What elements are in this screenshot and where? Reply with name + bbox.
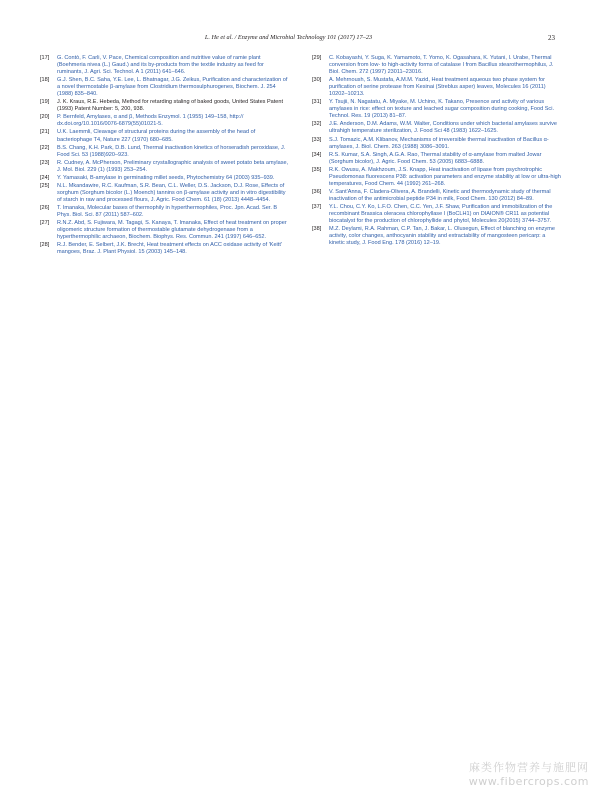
reference-number: [20]	[40, 114, 50, 121]
reference-text-link[interactable]: M.Z. Deylami, R.A. Rahman, C.P. Tan, J. Bakar, L. Olusegun, Effect of blanching on enzyme activity, color changes, anthocyanin stability and extractability of mangosteen pericarp: a kinetic study, J. Food Eng. 178 (2016) 12–19.	[329, 226, 555, 247]
references-left-column	[40, 55, 290, 257]
reference-number: [27]	[40, 220, 50, 227]
references-right-column	[312, 55, 562, 248]
reference-text-link[interactable]: U.K. Laemmli, Cleavage of structural proteins during the assembly of the head of bacteriophage T4, Nature 227 (1970) 680–685.	[57, 129, 256, 143]
reference-entry[interactable]	[40, 160, 290, 174]
reference-text-link[interactable]: Y. Tsujii, N. Nagatatu, A. Miyake, M. Uchino, K. Takano, Presence and activity of various amylases in rice: effect on texture and leached sugar composition during cooking, Food Sci. Technol. Res. 19 (2013) 81–87.	[329, 99, 554, 120]
reference-text-link[interactable]: Y. Yamasaki, B-amylase in germinating millet seeds, Phytochemistry 64 (2003) 935–939.	[57, 174, 275, 181]
reference-text-link[interactable]: R.J. Bender, E. Selbert, J.K. Brecht, Heat treatment effects on ACC oxidase activity of 'Keitt' mangoes, Braz. J. Plant Physiol. 15 (2003) 145–148.	[57, 242, 282, 256]
reference-entry[interactable]	[40, 77, 290, 98]
reference-number: [22]	[40, 144, 50, 151]
page-number: 23	[548, 34, 555, 42]
reference-text-link[interactable]: J. K. Kraus, R.E. Hebeda, Method for retarding staling of baked goods, United States Patent (1993) Patent Number: 5, 200, 938.	[57, 99, 284, 113]
reference-number: [29]	[312, 55, 322, 61]
reference-entry[interactable]	[312, 204, 562, 225]
reference-entry[interactable]	[40, 205, 290, 219]
reference-text-link[interactable]: R.K. Owusu, A. Makhzoum, J.S. Knapp, Heat inactivation of lipase from psychrotrophic Pseudomonas fluorescens P38: activation parameters and enzyme stability at low or ultra-high temperatures, Food Chem. 44 (1992) 261–268.	[329, 166, 561, 187]
reference-text-link[interactable]: R.N.Z. Abd, S. Fujiwara, M. Tagagi, S. Kanaya, T. Imanaka, Effect of heat treatment on proper oligomeric structure formation of thermostable glutamate dehydrogenase from a hyperthermophilic archaeon, Biochem. Biophys. Res. Commun. 241 (1997) 646–652.	[57, 220, 287, 241]
reference-number: [31]	[312, 99, 322, 106]
watermark	[469, 759, 589, 788]
reference-number: [18]	[40, 77, 50, 84]
reference-entry[interactable]	[312, 121, 562, 135]
reference-text-link[interactable]: B.S. Chang, K.H. Park, D.B. Lund, Thermal inactivation kinetics of horseradish peroxidase, J. Food Sci. 53 (1988)920–923.	[57, 144, 286, 158]
reference-number: [36]	[312, 188, 322, 195]
reference-entry[interactable]	[312, 55, 562, 76]
reference-entry[interactable]	[40, 183, 290, 204]
reference-entry[interactable]	[312, 226, 562, 247]
reference-number: [23]	[40, 159, 50, 166]
reference-entry[interactable]	[312, 77, 562, 98]
reference-number: [19]	[40, 99, 50, 106]
reference-entry[interactable]	[40, 175, 290, 182]
reference-text-link[interactable]: V. Sant'Anna, F. Cladera-Olivera, A. Brandelli, Kinetic and thermodynamic study of thermal inactivation of the antimicrobial peptide P34 in milk, Food Chem. 130 (2012) 84–89.	[329, 188, 551, 202]
reference-entry[interactable]	[40, 55, 290, 76]
reference-entry[interactable]	[40, 145, 290, 159]
reference-text-link[interactable]: C. Kobayashi, Y. Suga, K. Yamamoto, T. Yomo, K. Ogasahara, K. Yutani, I. Urabe, Thermal conversion from low- to high-activity forms of catalase I from Bacillus stearothermophilus, J. Biol. Chem. 272 (1997) 23011–23016.	[329, 55, 554, 76]
reference-number: [21]	[40, 129, 50, 136]
reference-number: [37]	[312, 203, 322, 210]
reference-text-link[interactable]: P. Bernfeld, Amylases, α and β, Methods Enzymol. 1 (1955) 149–158, http:// dx.doi.org/10.1016/0076-6879(55)01021-5.	[57, 114, 244, 128]
reference-text-link[interactable]: R. Cudney, A. McPherson, Preliminary crystallographic analysis of sweet potato beta amylase, J. Mol. Biol. 229 (1) (1993) 253–254.	[57, 159, 289, 173]
reference-number: [32]	[312, 121, 322, 128]
reference-entry[interactable]	[312, 152, 562, 166]
reference-number: [34]	[312, 151, 322, 158]
reference-entry[interactable]	[40, 114, 290, 128]
reference-text-link[interactable]: A. Mehrnoush, S. Mustafa, A.M.M. Yazid, Heat treatment aqueous two phase system for purification of serine protease from Kesinai (Streblus asper) leaves, Molecules 16 (2011) 10202–10213.	[329, 77, 546, 98]
reference-entry[interactable]	[312, 137, 562, 151]
reference-text-link[interactable]: R.S. Kumar, S.A. Singh, A.G.A. Rao, Thermal stability of α-amylase from malted Jowar (Sorghum bicolor), J. Agric. Food Chem. 53 (2005) 6883–6888.	[329, 151, 542, 165]
reference-text-link[interactable]: Y.L. Chou, C.Y. Ko, L.F.O. Chen, C.C. Yen, J.F. Shaw, Purification and immobilization of the recombinant Brassica oleracea chlorophyllase I (BoCLH1) on DIAION® CR11 as potential biocatalyst for the production of chlorophyllide and phytol, Molecules 20(2015) 3744–3757.	[329, 203, 553, 225]
reference-number: [25]	[40, 182, 50, 189]
page-header	[40, 34, 555, 46]
reference-text-link[interactable]: G.J. Shen, B.C. Saha, Y.E. Lee, L. Bhatnagar, J.G. Zeikus, Purification and characterization of a novel thermostable β-amylase from Clostridium thermosulphurogenes, Biochem. J. 254 (1988) 835–840.	[57, 77, 288, 98]
reference-text-link[interactable]: G. Contò, F. Carli, V. Pace, Chemical composition and nutritive value of ramie plant (Boehmeria nivea (L.) Gaud.) and its by-products from the textile industry as feed for ruminants, J. Agri. Sci. Technol. A 1 (2011) 641–646.	[57, 55, 264, 76]
reference-entry[interactable]	[40, 242, 290, 256]
reference-text-link[interactable]: N.L. Mkandawire, R.C. Kaufman, S.R. Bean, C.L. Weller, D.S. Jackson, D.J. Rose, Effects of sorghum (Sorghum bicolor (L.) Moench) tannins on β-amylase activity and in vitro digestibility of starch in raw and processed flours, J. Agric. Food Chem. 61 (18) (2013) 4448–4454.	[57, 182, 286, 203]
reference-entry[interactable]	[40, 220, 290, 241]
watermark-url: www.fibercrops.com	[468, 775, 589, 788]
reference-number: [30]	[312, 77, 322, 84]
reference-number: [33]	[312, 136, 322, 143]
reference-text-link[interactable]: T. Imanaka, Molecular bases of thermophily in hyperthermophiles, Proc. Jpn. Acad. Ser. B Phys. Biol. Sci. 87 (2011) 587–602.	[57, 204, 278, 218]
reference-number: [38]	[312, 226, 322, 233]
watermark-chinese-text: 麻类作物营养与施肥网	[469, 761, 589, 774]
reference-text-link[interactable]: S.J. Tomazic, A.M. Klibanov, Mechanisms of irreversible thermal inactivation of Bacillus α-amylases, J. Biol. Chem. 263 (1988) 3086–3091.	[329, 136, 549, 150]
reference-text-link[interactable]: J.E. Anderson, D.M. Adams, W.M. Walter, Conditions under which bacterial amylases survive ultrahigh temperature sterilization, J. Food Sci 48 (1983) 1622–1625.	[329, 121, 557, 135]
reference-number: [17]	[40, 55, 50, 61]
reference-number: [24]	[40, 174, 50, 181]
reference-entry[interactable]	[312, 189, 562, 203]
reference-entry[interactable]	[312, 99, 562, 120]
reference-entry[interactable]	[40, 129, 290, 143]
reference-number: [35]	[312, 166, 322, 173]
running-head: L. He et al. / Enzyme and Microbial Technology 101 (2017) 17–23	[204, 34, 373, 41]
reference-entry[interactable]	[40, 99, 290, 113]
reference-number: [26]	[40, 204, 50, 211]
reference-number: [28]	[40, 242, 50, 249]
reference-entry[interactable]	[312, 167, 562, 188]
